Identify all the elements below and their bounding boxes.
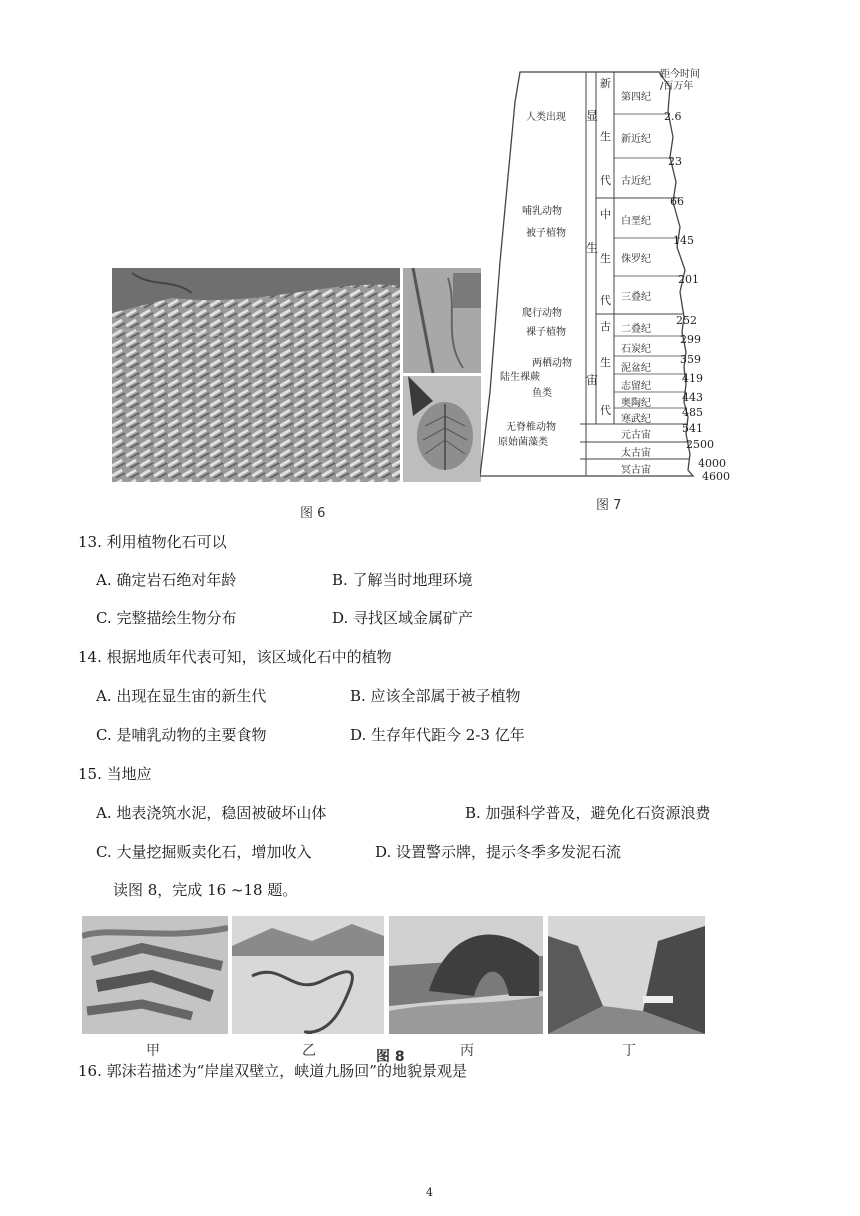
figure8-label-jia: 甲 (146, 1043, 160, 1059)
question-13-option-a: A. 确定岩石绝对年龄 (96, 571, 237, 589)
lifeform-label: 无脊椎动物 (506, 422, 556, 433)
eon-label: 冥古宙 (621, 465, 651, 476)
landscape-photo-jia (82, 916, 228, 1034)
period-label: 新近纪 (621, 134, 651, 145)
fossil-field-photo (112, 268, 400, 482)
period-label: 二叠纪 (621, 324, 651, 335)
instruction-text: 读图 8，完成 16 ~18 题。 (113, 881, 298, 899)
chart-header-line1: 距今时间 (660, 69, 700, 80)
figure8-label-ding: 丁 (622, 1043, 636, 1059)
question-14-option-a: A. 出现在显生宙的新生代 (96, 687, 267, 705)
figure8-caption: 图 8 (376, 1049, 405, 1065)
landscape-photo-ding (548, 916, 705, 1034)
era-char: 生 (600, 356, 611, 369)
question-13-stem: 13. 利用植物化石可以 (78, 533, 227, 551)
figure7-caption: 图 7 (596, 498, 622, 513)
period-label: 三叠纪 (621, 292, 651, 303)
lifeform-label: 人类出现 (526, 112, 566, 123)
eon-label: 元古宙 (621, 430, 651, 441)
question-15-option-c: C. 大量挖掘贩卖化石，增加收入 (96, 843, 312, 861)
fossil-closeup-top-photo (403, 268, 481, 373)
period-label: 白垩纪 (621, 216, 651, 227)
period-label: 奥陶纪 (621, 398, 651, 409)
lifeform-label: 裸子植物 (526, 327, 566, 338)
lifeform-label: 哺乳动物 (522, 206, 562, 217)
era-char: 新 (600, 77, 611, 90)
period-label: 志留纪 (621, 381, 651, 392)
period-label: 寒武纪 (621, 414, 651, 425)
period-label: 泥盆纪 (621, 363, 651, 374)
figure8-label-bing: 丙 (460, 1043, 474, 1059)
question-15-option-a: A. 地表浇筑水泥，稳固被破坏山体 (96, 804, 327, 822)
eon-char: 生 (586, 241, 599, 255)
era-char: 代 (600, 174, 611, 187)
age-label: 443 (682, 391, 703, 404)
question-13-option-b: B. 了解当时地理环境 (332, 571, 473, 589)
figure8-label-yi: 乙 (302, 1043, 316, 1059)
era-char: 生 (600, 130, 611, 143)
age-label: 252 (676, 314, 697, 327)
period-label: 古近纪 (621, 176, 651, 187)
eon-label: 太古宙 (621, 448, 651, 459)
age-label: 485 (682, 406, 703, 419)
lifeform-label: 原始菌藻类 (498, 437, 548, 448)
fossil-closeup-bottom-photo (403, 376, 481, 482)
geologic-time-chart (480, 62, 740, 494)
landscape-photo-yi (232, 916, 384, 1034)
question-14-option-b: B. 应该全部属于被子植物 (350, 687, 521, 705)
question-14-option-d: D. 生存年代距今 2-3 亿年 (350, 726, 525, 744)
landscape-photo-bing (389, 916, 543, 1034)
age-label: 23 (668, 155, 682, 168)
question-13-option-d: D. 寻找区域金属矿产 (332, 609, 474, 627)
era-char: 代 (600, 404, 611, 417)
lifeform-label: 爬行动物 (522, 308, 562, 319)
lifeform-label: 陆生裸蕨 (500, 372, 540, 383)
age-label: 4600 (702, 470, 730, 483)
lifeform-label: 两栖动物 (532, 358, 572, 369)
page-number: 4 (426, 1186, 433, 1199)
age-label: 2500 (686, 438, 714, 451)
question-16-stem: 16. 郭沫若描述为“岸崖双壁立，峡道九肠回”的地貌景观是 (78, 1062, 467, 1080)
age-label: 201 (678, 273, 699, 286)
age-label: 541 (682, 422, 703, 435)
age-label: 2.6 (664, 110, 682, 123)
period-label: 第四纪 (621, 92, 651, 103)
period-label: 侏罗纪 (621, 254, 651, 265)
era-char: 生 (600, 252, 611, 265)
question-14-stem: 14. 根据地质年代表可知，该区域化石中的植物 (78, 648, 392, 666)
age-label: 66 (670, 195, 684, 208)
eon-char: 宙 (586, 373, 599, 387)
era-char: 古 (600, 320, 611, 333)
question-14-option-c: C. 是哺乳动物的主要食物 (96, 726, 267, 744)
age-label: 145 (673, 234, 694, 247)
lifeform-label: 被子植物 (526, 228, 566, 239)
question-15-option-d: D. 设置警示牌，提示冬季多发泥石流 (375, 843, 622, 861)
question-13-option-c: C. 完整描绘生物分布 (96, 609, 237, 627)
figure6-caption: 图 6 (300, 506, 326, 521)
chart-header-line2: /百万年 (660, 81, 694, 92)
era-char: 代 (600, 294, 611, 307)
lifeform-label: 鱼类 (532, 388, 552, 399)
period-label: 石炭纪 (621, 344, 651, 355)
age-label: 299 (680, 333, 701, 346)
age-label: 419 (682, 372, 703, 385)
era-char: 中 (600, 208, 611, 221)
eon-char: 显 (586, 109, 599, 123)
question-15-stem: 15. 当地应 (78, 765, 152, 783)
age-label: 4000 (698, 457, 726, 470)
question-15-option-b: B. 加强科学普及，避免化石资源浪费 (465, 804, 711, 822)
age-label: 359 (680, 353, 701, 366)
